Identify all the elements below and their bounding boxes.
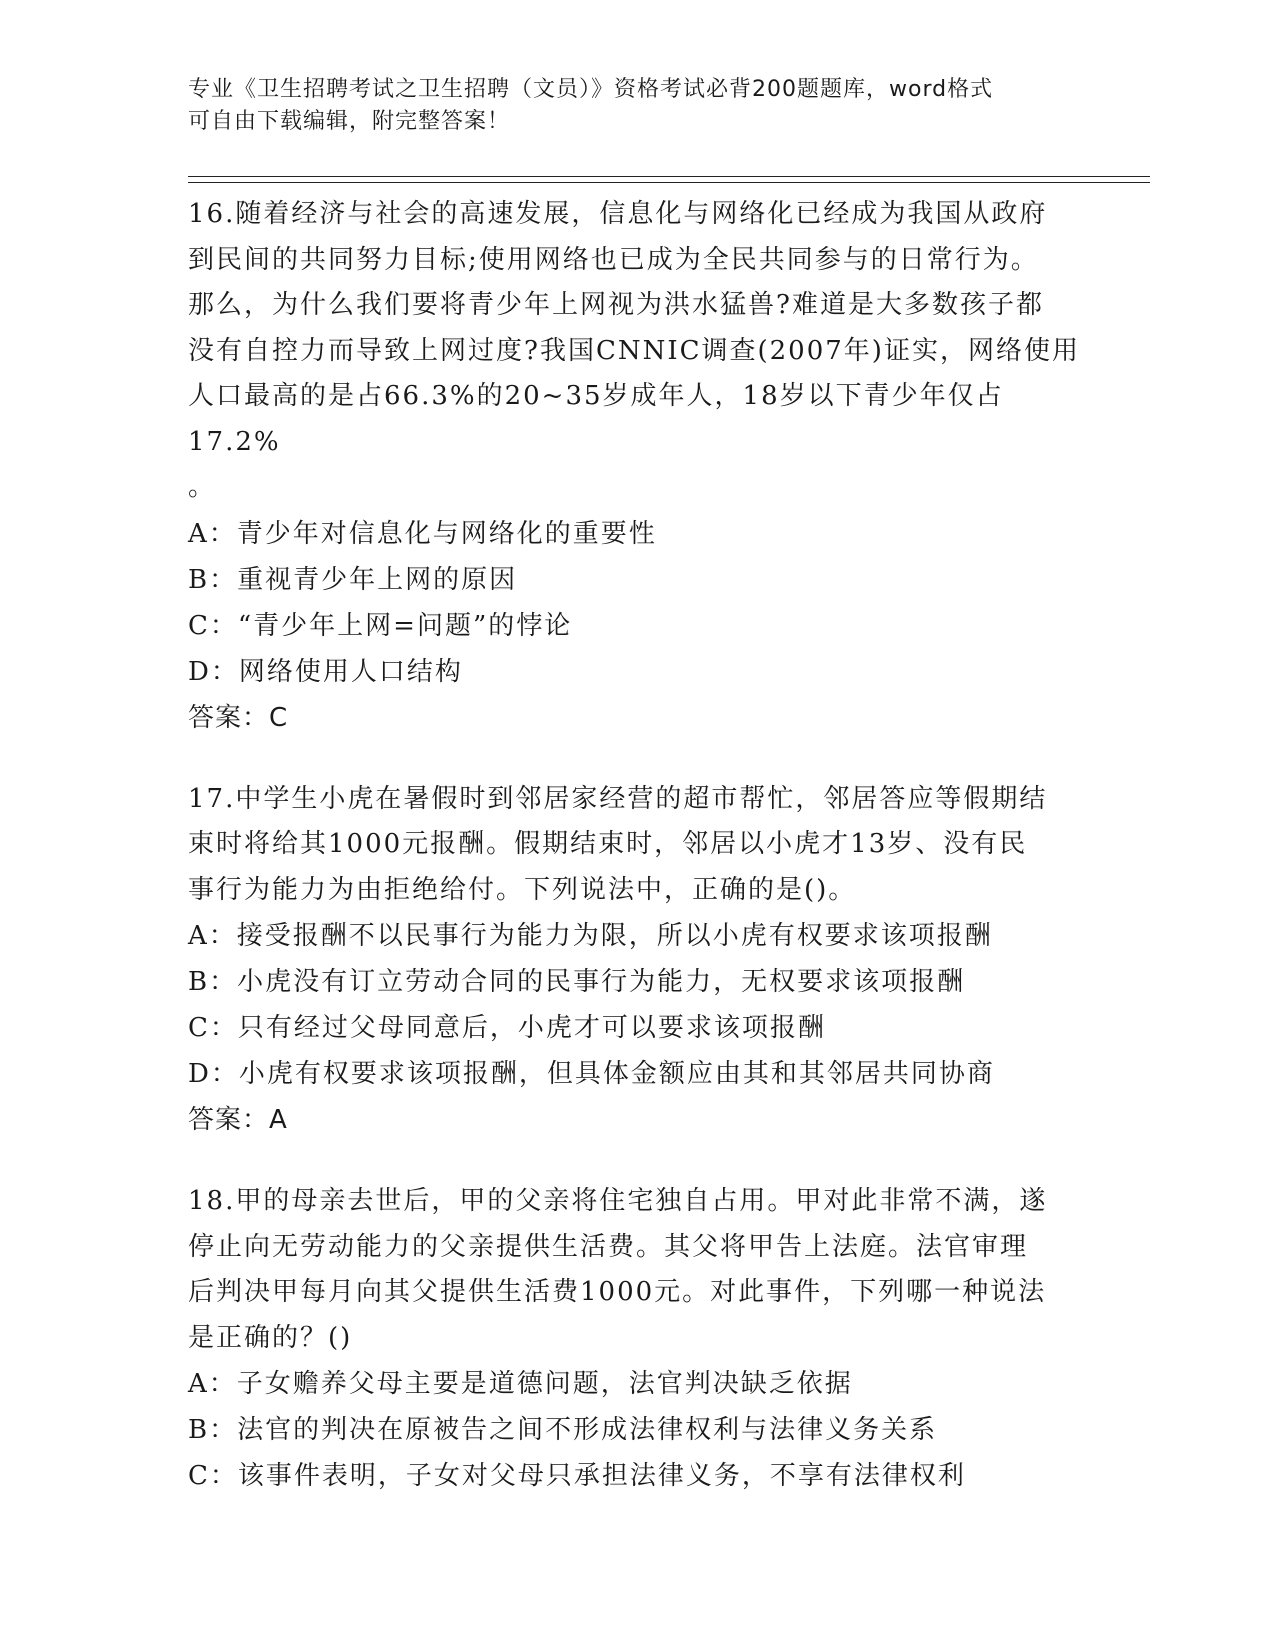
stem-line: 17.中学生小虎在暑假时到邻居家经营的超市帮忙，邻居答应等假期结 — [188, 783, 1048, 814]
option-c: C：“青少年上网=问题”的悖论 — [188, 610, 573, 641]
document-header — [188, 74, 1068, 138]
stem-line: 事行为能力为由拒绝给付。下列说法中，正确的是()。 — [188, 874, 857, 905]
header-rule-top — [188, 176, 1150, 177]
question-stem — [188, 1179, 1088, 1361]
stem-line: 后判决甲每月向其父提供生活费1000元。对此事件，下列哪一种说法 — [188, 1277, 1047, 1307]
option-c: C：只有经过父母同意后，小虎才可以要求该项报酬 — [188, 1013, 826, 1043]
header-line-1: 专业《卫生招聘考试之卫生招聘（文员）》资格考试必背200题题库，word格式 — [188, 77, 994, 102]
option-b: B：小虎没有订立劳动合同的民事行为能力，无权要求该项报酬 — [188, 967, 966, 997]
answer: 答案：C — [188, 702, 289, 733]
question-18 — [188, 1179, 1088, 1499]
stem-line: 没有自控力而导致上网过度?我国CNNIC调查(2007年)证实，网络使用 — [188, 335, 1080, 366]
option-a: A：接受报酬不以民事行为能力为限，所以小虎有权要求该项报酬 — [188, 921, 993, 951]
option-a: A：青少年对信息化与网络化的重要性 — [188, 518, 657, 549]
question-17 — [188, 777, 1088, 1144]
stem-line: 到民间的共同努力目标;使用网络也已成为全民共同参与的日常行为。 — [188, 244, 1039, 275]
option-b: B：法官的判决在原被告之间不形成法律权利与法律义务关系 — [188, 1415, 938, 1445]
question-16 — [188, 192, 1088, 741]
question-stem — [188, 777, 1088, 914]
question-list — [188, 192, 1088, 1535]
answer: 答案：A — [188, 1105, 288, 1135]
stem-line: 18.甲的母亲去世后，甲的父亲将住宅独自占用。甲对此非常不满，遂 — [188, 1186, 1048, 1216]
option-d: D：小虎有权要求该项报酬，但具体金额应由其和其邻居共同协商 — [188, 1059, 995, 1089]
stem-line: 那么，为什么我们要将青少年上网视为洪水猛兽?难道是大多数孩子都 — [188, 290, 1044, 320]
header-line-2: 可自由下载编辑，附完整答案！ — [188, 109, 511, 134]
stem-line: 16.随着经济与社会的高速发展，信息化与网络化已经成为我国从政府 — [188, 199, 1048, 229]
option-d: D：网络使用人口结构 — [188, 656, 463, 687]
stem-line: 。 — [188, 472, 217, 502]
stem-line: 是正确的？() — [188, 1322, 353, 1353]
header-rule-bottom — [188, 182, 1150, 183]
question-stem — [188, 192, 1088, 511]
option-c: C：该事件表明，子女对父母只承担法律义务，不享有法律权利 — [188, 1461, 966, 1491]
option-a: A：子女赡养父母主要是道德问题，法官判决缺乏依据 — [188, 1369, 853, 1399]
stem-line: 停止向无劳动能力的父亲提供生活费。其父将甲告上法庭。法官审理 — [188, 1231, 1029, 1262]
option-b: B：重视青少年上网的原因 — [188, 564, 518, 595]
stem-line: 束时将给其1000元报酬。假期结束时，邻居以小虎才13岁、没有民 — [188, 829, 1028, 859]
stem-line: 人口最高的是占66.3%的20~35岁成年人，18岁以下青少年仅占17.2% — [188, 381, 1004, 457]
